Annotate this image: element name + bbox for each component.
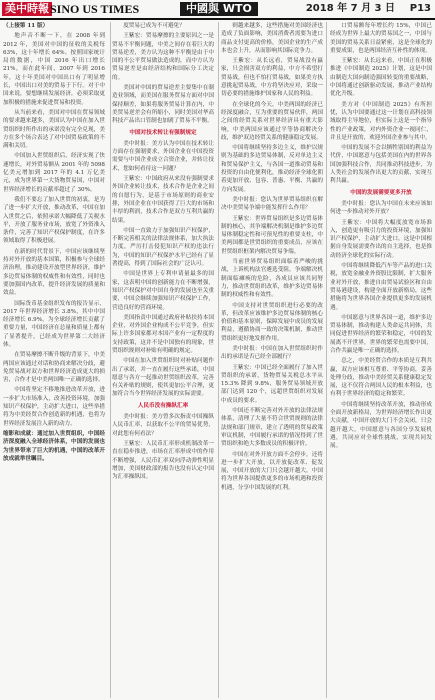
article-paragraph: 王紫宏：人民币汇率形成机制改革一直在稳步推进，市场在汇率形成中的作用不断增强，人民币汇率双向浮动弹性明显增加，美国财政部的报告也没有认定中国为汇率操纵国。 [112, 440, 214, 481]
article-paragraph: 度贸易已成为不可避免？ [123, 23, 185, 29]
article-paragraph: 王紫宏：中国已经全面履行了加入世贸组织的承诺，货物贸易关税总水平从 15.3% 降到 9.8%，服务贸易领域开放部门达到 120 个，远超世贸组织对发展中成员的要求。 [221, 364, 323, 404]
article-paragraph: 王紫宏：世界贸易组织是多边贸易体制的核心，其争端解决机制是维护多边贸易体制稳定性和可预见性的重要支柱，中美两国都是世贸组织的重要成员，应该在世贸组织框架内解决贸易争端。 [221, 215, 323, 255]
article-paragraph: 中国将继续坚持多边主义，维护以规则为基础的多边贸易体制，反对单边主义和贸易保护主义，与各国一道推动贸易和投资的自由化便利化，推动经济全球化朝着更加开放、包容、普惠、平衡、共赢的方向发展。 [221, 145, 323, 193]
article-paragraph: 美国对中国的贸易逆差主要集中在制造业领域，而美国在服务贸易方面对中国保持顺差，如果将服务贸易计算在内，中美贸易逆差会有所缩小，同时美国对华高科技产品出口管制也加剧了贸易不平衡。 [112, 85, 214, 125]
article-paragraph: 在全球化的今天，中美两国的经济已经深度融合，互为重要的贸易伙伴，两国之间的经贸关系对世界经济具有重大影响，中美两国应该通过平等协商解决分歧，维护双边经贸关系的健康稳定发展。 [221, 101, 323, 141]
article-paragraph: 在新的时代背景下，中国应该继续坚持对外开放的基本国策，积极参与全球经济治理，推动建设开放型世界经济，维护多边贸易体制的权威性和有效性，同时也要加强国内改革，提升经济发展的质量和效益。 [3, 248, 105, 297]
article-paragraph: 王紫宏：贸易摩擦的主要原因之一是贸易不平衡问题，中美之间存在着巨大的贸易逆差，美方认为这种不平衡是由于中国的不公平贸易做法造成的，而中方认为贸易逆差是由经济结构和国际分工决定的。 [112, 33, 214, 81]
column-divider [110, 22, 111, 698]
article-paragraph: 我们不要忘了加入世贸的初衷，是为了进一步扩大开放，推动改革，中国在加入世贸之后，依照承诺大幅降低了关税水平，开放了服务业市场，放宽了外资准入条件，完善了知识产权保护制度，在许多领域取得了积极进展。 [3, 196, 105, 245]
article-paragraph: 中国将继续降低汽车等产品的进口关税，放宽金融业外资股比限制，扩大服务业对外开放，推进自由贸易试验区和自由贸易港建设，构建全面开放新格局，这些措施将为世界各国企业提供更多的发展机遇。 [330, 263, 432, 311]
article-paragraph: 中国是世界上专利申请量最多的国家，这表明中国的创新能力在不断增强，知识产权保护对中国自身的发展也至关重要，中国会继续加强知识产权保护工作，营造良好的营商环境。 [112, 271, 214, 311]
publication-name: SINO US TIMES [50, 2, 140, 16]
section-title: 中國與 WTO [180, 2, 258, 16]
column-divider [218, 22, 219, 698]
article-paragraph: 中国在对外开放方面不会停步，还将进一步扩大开放，以开放促改革、促发展，中国开放的大门只会越开越大，中国将为世界各国提供更多的市场机遇和投资机遇，分享中国发展的红利。 [221, 451, 323, 491]
article-paragraph: 中国一直致力于加强知识产权保护，不断完善相关的法律法规体系，加大执法力度，严厉打击侵犯知识产权的违法行为，中国的知识产权保护水平已经有了显著提高，得到了国际社会的广泛认可。 [112, 227, 214, 268]
article-paragraph: 美中时报：您认为中国在未来应该如何进一步推动对外开放？ [330, 200, 432, 216]
article-paragraph: 中国加入世贸组织后，经济实现了快速增长，对外贸易额从 2001 年的 5098 亿美元增加到 2017 年的 4.1 万亿美元，成为世界第一大货物贸易国，中国对世界经济增长的贡献率超过了 30%。 [3, 153, 105, 193]
article-paragraph: 地声音不断一下，在 2008 年到 2012 年，美国对中国的征收的关税每 63%，这十年增长 64%。按照国家统计局的数据，中国 2016 年出口增长 21%，而在此年间，2007 年到 2016 年，这十年美国对中国出口有了明显增长，中国出口对美的贸易于下行。对于中国来说，要想继续发展经济，必须采取更加积极的措施来促进贸易和投资。 [3, 33, 105, 106]
article-column-4 [330, 22, 432, 698]
article-columns [3, 22, 432, 698]
lead-paragraph: 缩影和成就：通过加入世贸组织，中国经济深度融入全球经济体系，中国的发展也为世界带来了巨大的机遇，中国的改革开放成就举世瞩目。 [3, 430, 105, 462]
article-paragraph: 中国的发展不会以牺牲别国的利益为代价，中国愿意与包括美国在内的世界各国加强科技合作，共同推动科技进步，为人类社会的发展作出更大的贡献，实现互利共赢。 [330, 145, 432, 185]
article-paragraph: 王紫宏：中国政府从来没有强制要求外国企业转让技术，技术合作是企业之间的自愿行为，是基于市场原则的商业安排，外国企业在中国获得了巨大的市场和丰厚的利润，技术合作是双方互利共赢的结果。 [112, 176, 214, 224]
article-paragraph: 王紫宏：中国将大幅度放宽市场准入，创造更有吸引力的投资环境，加强知识产权保护，主动扩大进口，这是中国根据自身发展需要作出的自主选择，也是推动经济全球化的实际行动。 [330, 219, 432, 259]
newspaper-logo: 美中時報 [2, 2, 52, 16]
article-paragraph: 美国指责中国通过政府补贴扶持本国企业，对外国企业构成不公平竞争，但实际上许多国家都对本国产业有一定程度的支持政策，这并不是中国独有的现象，世贸组织规则对补贴有明确的规定。 [112, 314, 214, 354]
article-paragraph: 则越来越多，这些措施对美国经济也造成了负面影响，美国消费者需要为进口商品支付更高的价格，美国企业的生产成本也会上升，从而影响其国际竞争力。 [221, 23, 323, 54]
article-column-1 [3, 22, 105, 698]
article-paragraph: 王紫宏：从长远来看，中国正在积极推进《中国制造 2025》计划，这是中国由制造大国向制造强国转变的重要战略，中国将通过创新驱动发展，推动产业结构优化升级。 [330, 58, 432, 98]
article-paragraph: 在贸易摩擦不断升级的背景下，中美两国应该通过对话和协商来解决分歧，避免贸易战对双方和世界经济造成更大的损害，合作才是中美两国唯一正确的选择。 [3, 352, 105, 384]
article-paragraph: 从当前来看，美国对中国在贸易领域的要求越来越多，美国认为中国在加入世贸组织时所作出的承诺没有完全兑现，美方在多个场合表达了对中国贸易政策的不满和关切。 [3, 109, 105, 150]
article-paragraph: 中国将坚定不移地推进改革开放，进一步扩大市场准入，改善投资环境，加强知识产权保护，主动扩大进口，这些举措将为中美经贸合作创造新的机遇，也将为世界经济发展注入新的动力。 [3, 387, 105, 427]
article-paragraph: 美中时报：美方曾多次指责中国操纵人民币汇率，以获取不公平的贸易优势，对此您有何看法？ [112, 414, 214, 437]
article-paragraph: 中国愿意与世界各国一道，维护多边贸易体制，推动构建人类命运共同体，共同促进世界经济的繁荣和稳定，中国的发展离不开世界，世界的繁荣也需要中国，合作共赢是唯一正确的选择。 [330, 314, 432, 354]
issue-date: 2018 年 7 月 3 日 [305, 3, 395, 14]
article-paragraph: 美中时报：中国在加入世贸组织时作出的承诺是否已经全部履行？ [221, 345, 323, 361]
page-header [0, 0, 435, 18]
article-column-3 [221, 22, 323, 698]
article-paragraph: 总之，中美经贸合作的本质是互利共赢，双方应该相互尊重、平等协商，妥善处理分歧，推动中美经贸关系健康稳定发展，这不仅符合两国人民的根本利益，也有利于世界经济的稳定和繁荣。 [330, 358, 432, 398]
page-number: P13 [409, 3, 431, 14]
article-paragraph: 美中时报：您认为世界贸易组织在解决中美贸易争端中能发挥什么作用？ [221, 196, 323, 212]
article-column-2 [112, 22, 214, 698]
lead-paragraph: （上接第 11 版） [3, 23, 49, 29]
column-divider [326, 22, 327, 698]
header-rule [0, 18, 435, 20]
article-paragraph: 中国在加入世贸组织时对补贴问题作出了承诺，并一直在履行这些承诺，中国愿意与各方一起推动世贸组织改革，完善有关补贴的规则，使其更加公平合理，更加符合当今世界经济发展的实际需要。 [112, 358, 214, 398]
article-paragraph: 王紫宏：从长远看，贸易战没有赢家，只会损害双方的利益，中方不希望打贸易战，但也不怕打贸易战，如果美方执意挑起贸易战，中方将坚决应对，采取一切必要的措施维护国家和人民的利益。 [221, 58, 323, 98]
article-paragraph: 中国支持对世贸组织进行必要的改革，但改革应该维护多边贸易体制的核心价值和基本原则，保障发展中成员的发展利益，遵循协商一致的决策机制，推动世贸组织更好地发挥作用。 [221, 302, 323, 342]
article-paragraph: 美中时报：美方认为中国在技术转让方面存在强制要求，外国企业在中国投资需要与中国企业成立合资企业，并转让技术，您如何看待这一问题？ [112, 140, 214, 172]
article-paragraph: 美方对《中国制造 2025》有所担忧，认为中国要通过这一计划在高科技领域取得主导地位，但实际上这是一个指导性的产业政策，对内外资企业一视同仁，并且是开放的，欢迎外国企业参与其中。 [330, 101, 432, 141]
article-paragraph: 中国还不断完善对外开放的法律法规体系，清理了大量不符合世贸规则的法律法规和部门规章，建立了透明的贸易政策审议机制，中国履行承诺的情况得到了世贸组织和绝大多数成员的积极评价。 [221, 408, 323, 448]
section-subheading: 中国的发展需要更多开放 [350, 189, 412, 196]
article-paragraph: 中国将继续坚持改革开放，推动形成全面开放新格局，为世界经济增长作出更大贡献，中国开放的大门不会关闭，只会越开越大，中国愿意与各国分享发展机遇，共同应对全球性挑战，实现共同发展。 [330, 401, 432, 450]
article-paragraph: 国际货币基金组织发布的报告显示，2017 年世界经济增长 3.8%，其中中国经济增长 6.9%，为全球经济增长贡献了重要力量，中国经济在总量和质量上都有了显著提升，已经成为世界第二大经济体。 [3, 300, 105, 348]
article-paragraph: 口贸易额每年增长约 15%，中国已经成为世界上最大的贸易国之一，中国与美国的贸易关系日益紧密，这是全球化的重要成果，也是两国经济互补性的体现。 [330, 23, 432, 54]
article-paragraph: 当前世界贸易组织面临着严峻的挑战，上诉机构法官遴选受阻，争端解决机制面临瘫痪的危险，各成员应该共同努力，推动世贸组织改革，维护多边贸易体制的权威性和有效性。 [221, 259, 323, 299]
section-subheading: 中国对技术转让有强制规定 [129, 129, 197, 136]
section-subheading: 人民币没有操纵汇率 [137, 402, 189, 409]
